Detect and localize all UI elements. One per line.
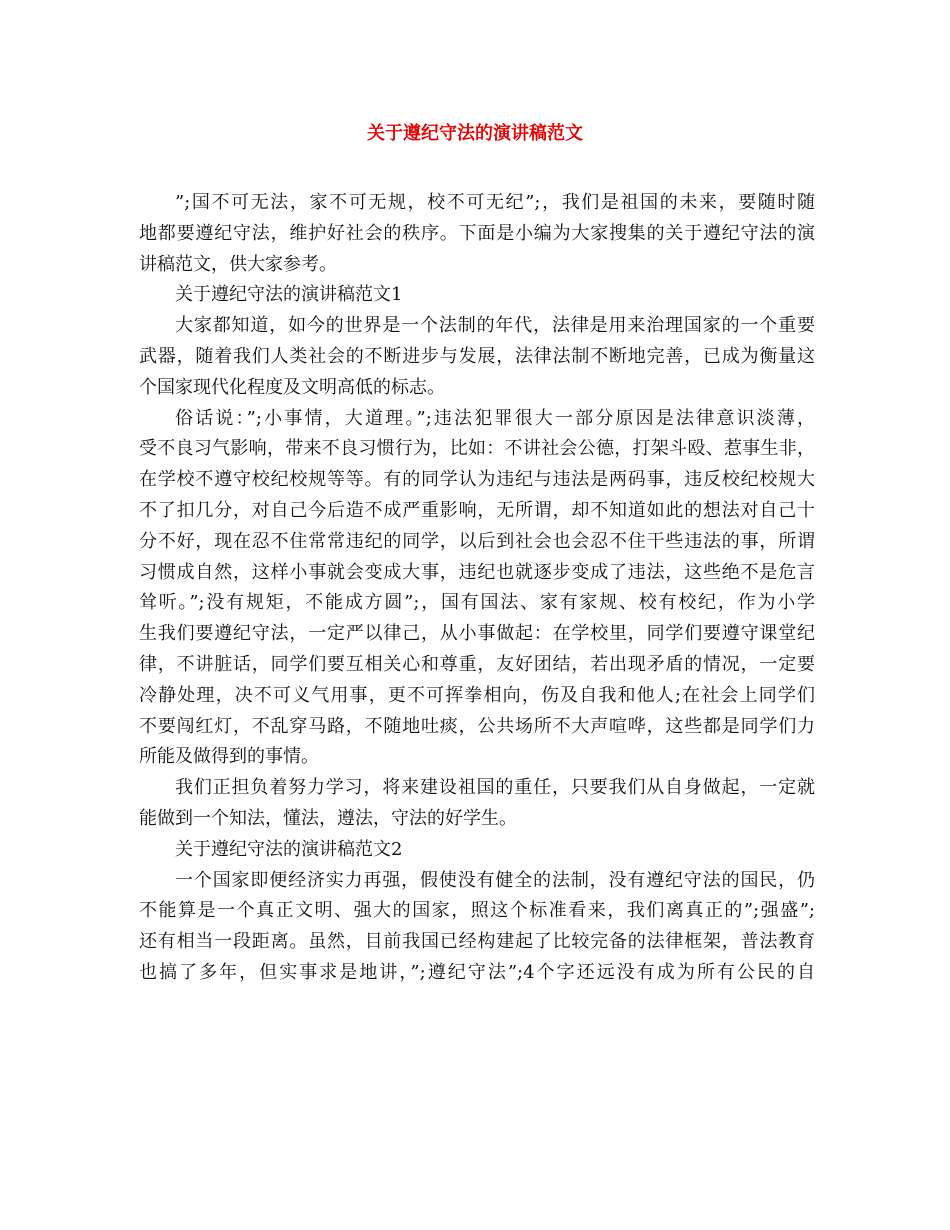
body-line: 生我们要遵纪守法，一定严以律己，从小事做起：在学校里，同学们要遵守课堂纪 bbox=[139, 623, 815, 645]
body-line: 冷静处理，决不可义气用事，更不可挥拳相向，伤及自我和他人;在社会上同学们 bbox=[139, 684, 815, 706]
body-line: 耸听。”;没有规矩，不能成方圆”;，国有国法、家有家规、校有校纪，作为小学 bbox=[139, 592, 815, 614]
body-line: 大家都知道，如今的世界是一个法制的年代，法律是用来治理国家的一个重要 bbox=[175, 315, 815, 337]
body-line: 分不好，现在忍不住常常违纪的同学，以后到社会也会忍不住干些违法的事，所谓 bbox=[139, 530, 815, 552]
section-heading: 关于遵纪守法的演讲稿范文1 bbox=[175, 284, 403, 306]
body-line: 武器，随着我们人类社会的不断进步与发展，法律法制不断地完善，已成为衡量这 bbox=[139, 345, 815, 367]
body-line: 律，不讲脏话，同学们要互相关心和尊重，友好团结，若出现矛盾的情况，一定要 bbox=[139, 653, 815, 675]
body-line: 我们正担负着努力学习，将来建设祖国的重任，只要我们从自身做起，一定就 bbox=[175, 777, 815, 799]
section-heading: 关于遵纪守法的演讲稿范文2 bbox=[175, 838, 403, 860]
body-line: 还有相当一段距离。虽然，目前我国已经构建起了比较完备的法律框架，普法教育 bbox=[139, 931, 815, 953]
body-line: 不能算是一个真正文明、强大的国家，照这个标准看来，我们离真正的”;强盛”; bbox=[139, 900, 815, 922]
body-line: 所能及做得到的事情。 bbox=[139, 746, 319, 768]
body-line: 地都要遵纪守法，维护好社会的秩序。下面是小编为大家搜集的关于遵纪守法的演 bbox=[139, 222, 815, 244]
body-line: 不要闯红灯，不乱穿马路，不随地吐痰，公共场所不大声喧哗，这些都是同学们力 bbox=[139, 715, 815, 737]
document-title: 关于遵纪守法的演讲稿范文 bbox=[367, 123, 583, 144]
body-line: 能做到一个知法，懂法，遵法，守法的好学生。 bbox=[139, 807, 517, 829]
body-line: 俗话说：”;小事情，大道理。”;违法犯罪很大一部分原因是法律意识淡薄， bbox=[175, 407, 815, 429]
document-body bbox=[139, 188, 815, 989]
body-line: 也搞了多年，但实事求是地讲，”;遵纪守法”;4个字还远没有成为所有公民的自 bbox=[139, 961, 815, 983]
body-line: 在学校不遵守校纪校规等等。有的同学认为违纪与违法是两码事，违反校纪校规大 bbox=[139, 469, 815, 491]
body-line: 不了扣几分，对自己今后造不成严重影响，无所谓，却不知道如此的想法对自己十 bbox=[139, 499, 815, 521]
body-line: ”;国不可无法，家不可无规，校不可无纪”;，我们是祖国的未来，要随时随 bbox=[175, 192, 815, 213]
body-line: 习惯成自然，这样小事就会变成大事，违纪也就逐步变成了违法，这些绝不是危言 bbox=[139, 561, 815, 583]
body-line: 受不良习气影响，带来不良习惯行为，比如：不讲社会公德，打架斗殴、惹事生非， bbox=[139, 438, 815, 460]
body-line: 个国家现代化程度及文明高低的标志。 bbox=[139, 376, 445, 398]
body-line: 讲稿范文，供大家参考。 bbox=[139, 253, 337, 275]
body-line: 一个国家即便经济实力再强，假使没有健全的法制，没有遵纪守法的国民，仍 bbox=[175, 869, 815, 891]
